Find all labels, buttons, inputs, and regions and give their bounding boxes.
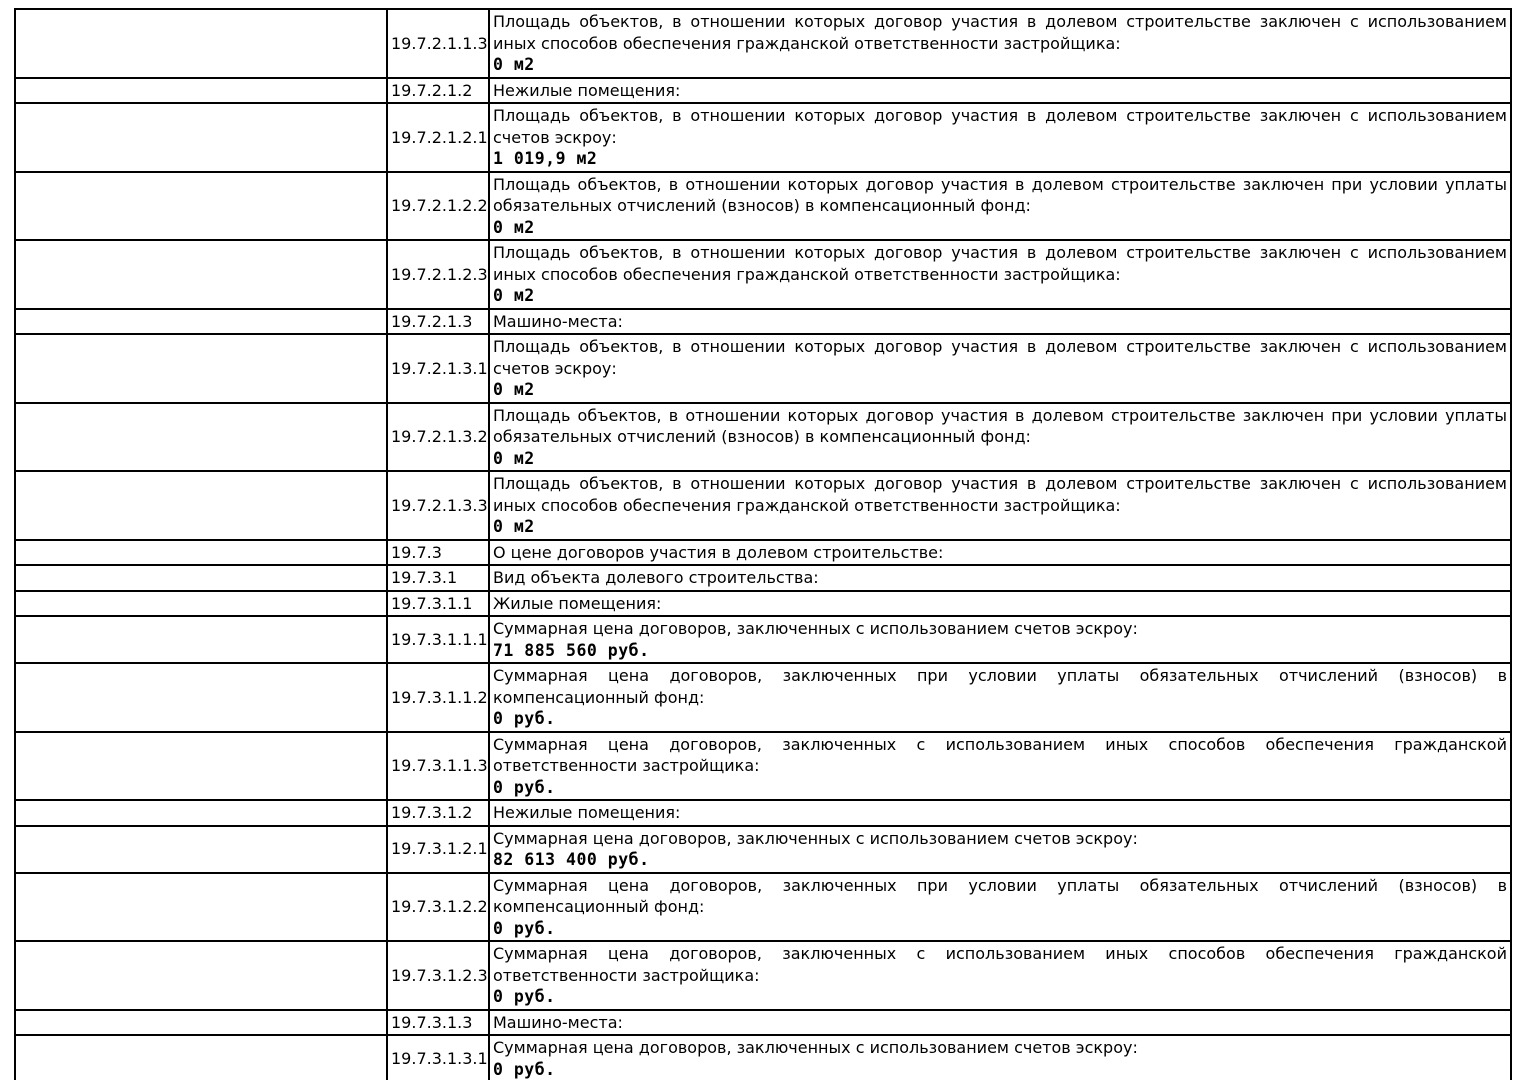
- empty-cell: [15, 591, 387, 617]
- table-row: [15, 471, 1511, 540]
- content-cell: [489, 1035, 1511, 1080]
- content-cell: [489, 591, 1511, 617]
- content-cell: [489, 334, 1511, 403]
- empty-cell: [15, 873, 387, 942]
- code-cell: 19.7.2.1.2.3: [387, 240, 489, 309]
- row-value: 82 613 400 руб.: [493, 850, 650, 869]
- empty-cell: [15, 732, 387, 801]
- row-value: 0 руб.: [493, 1059, 556, 1079]
- content-cell: [489, 471, 1511, 540]
- row-label: Машино-места:: [493, 1012, 623, 1032]
- table-row: [15, 565, 1511, 591]
- content-cell: [489, 663, 1511, 732]
- row-label: Машино-места:: [493, 311, 623, 331]
- code-cell: 19.7.3.1.2.2: [387, 873, 489, 942]
- empty-cell: [15, 941, 387, 1010]
- content-cell: [489, 172, 1511, 241]
- empty-cell: [15, 240, 387, 309]
- row-label: Суммарная цена договоров, заключенных с использованием иных способов обеспечения гражданской ответственности застройщика:: [493, 944, 1507, 985]
- content-cell: [489, 826, 1511, 873]
- row-label: Площадь объектов, в отношении которых договор участия в долевом строительстве заключен при условии уплаты обязательных отчислений (взносов) в компенсационный фонд:: [493, 405, 1507, 446]
- empty-cell: [15, 616, 387, 663]
- row-value: 0 руб.: [493, 918, 556, 938]
- code-cell: 19.7.3.1.1.3: [387, 732, 489, 801]
- code-cell: 19.7.2.1.2.1: [387, 103, 489, 172]
- empty-cell: [15, 78, 387, 104]
- content-cell: [489, 732, 1511, 801]
- row-label: Жилые помещения:: [493, 593, 662, 613]
- table-row: [15, 663, 1511, 732]
- table-row: [15, 732, 1511, 801]
- table-row: [15, 309, 1511, 335]
- table-row: [15, 78, 1511, 104]
- row-label: Площадь объектов, в отношении которых договор участия в долевом строительстве заключен с использованием иных способов обеспечения гражданской ответственности застройщика:: [493, 243, 1507, 284]
- row-value: 0 м2: [493, 448, 535, 468]
- row-value: 0 руб.: [493, 709, 556, 728]
- row-label: О цене договоров участия в долевом строительстве:: [493, 542, 944, 562]
- row-value: 0 м2: [493, 286, 535, 305]
- empty-cell: [15, 800, 387, 826]
- row-value: 0 м2: [493, 517, 535, 536]
- row-label: Суммарная цена договоров, заключенных при условии уплаты обязательных отчислений (взносов) в компенсационный фонд:: [493, 875, 1507, 916]
- row-label: Суммарная цена договоров, заключенных с использованием счетов эскроу:: [493, 1038, 1138, 1057]
- table-row: [15, 800, 1511, 826]
- table-row: [15, 616, 1511, 663]
- code-cell: 19.7.2.1.3.2: [387, 403, 489, 472]
- code-cell: 19.7.3.1.3: [387, 1010, 489, 1036]
- code-cell: 19.7.2.1.1.3: [387, 9, 489, 78]
- row-label: Суммарная цена договоров, заключенных с использованием счетов эскроу:: [493, 619, 1138, 638]
- row-label: Нежилые помещения:: [493, 80, 681, 100]
- table-row: [15, 9, 1511, 78]
- content-cell: [489, 403, 1511, 472]
- empty-cell: [15, 309, 387, 335]
- table-row: [15, 941, 1511, 1010]
- row-label: Площадь объектов, в отношении которых договор участия в долевом строительстве заключен с использованием счетов эскроу:: [493, 106, 1507, 147]
- row-value: 1 019,9 м2: [493, 149, 598, 168]
- code-cell: 19.7.3.1.1: [387, 591, 489, 617]
- row-label: Вид объекта долевого строительства:: [493, 568, 819, 587]
- disclosure-table: [14, 8, 1512, 1080]
- table-row: [15, 1035, 1511, 1080]
- table-body: [15, 9, 1511, 1080]
- code-cell: 19.7.3.1.2.3: [387, 941, 489, 1010]
- empty-cell: [15, 1010, 387, 1036]
- table-row: [15, 334, 1511, 403]
- table-row: [15, 403, 1511, 472]
- code-cell: 19.7.3.1.1.1: [387, 616, 489, 663]
- row-label: Площадь объектов, в отношении которых договор участия в долевом строительстве заключен с использованием счетов эскроу:: [493, 337, 1507, 378]
- empty-cell: [15, 103, 387, 172]
- row-value: 0 м2: [493, 55, 535, 74]
- content-cell: [489, 565, 1511, 591]
- content-cell: [489, 1010, 1511, 1036]
- row-value: 0 руб.: [493, 777, 556, 797]
- content-cell: [489, 800, 1511, 826]
- code-cell: 19.7.3.1.1.2: [387, 663, 489, 732]
- table-row: [15, 240, 1511, 309]
- row-label: Суммарная цена договоров, заключенных с использованием иных способов обеспечения гражданской ответственности застройщика:: [493, 734, 1507, 775]
- row-value: 0 руб.: [493, 987, 556, 1006]
- row-label: Площадь объектов, в отношении которых договор участия в долевом строительстве заключен при условии уплаты обязательных отчислений (взносов) в компенсационный фонд:: [493, 174, 1507, 215]
- empty-cell: [15, 826, 387, 873]
- empty-cell: [15, 663, 387, 732]
- table-row: [15, 540, 1511, 566]
- content-cell: [489, 616, 1511, 663]
- empty-cell: [15, 403, 387, 472]
- code-cell: 19.7.3.1.2.1: [387, 826, 489, 873]
- empty-cell: [15, 334, 387, 403]
- empty-cell: [15, 565, 387, 591]
- row-value: 0 м2: [493, 217, 535, 237]
- code-cell: 19.7.3.1.3.1: [387, 1035, 489, 1080]
- row-value: 71 885 560 руб.: [493, 640, 650, 660]
- content-cell: [489, 873, 1511, 942]
- table-row: [15, 172, 1511, 241]
- code-cell: 19.7.3.1: [387, 565, 489, 591]
- code-cell: 19.7.2.1.3.1: [387, 334, 489, 403]
- table-row: [15, 591, 1511, 617]
- content-cell: [489, 941, 1511, 1010]
- empty-cell: [15, 540, 387, 566]
- content-cell: [489, 309, 1511, 335]
- row-value: 0 м2: [493, 380, 535, 399]
- row-label: Нежилые помещения:: [493, 803, 681, 822]
- code-cell: 19.7.3.1.2: [387, 800, 489, 826]
- code-cell: 19.7.2.1.3: [387, 309, 489, 335]
- empty-cell: [15, 1035, 387, 1080]
- row-label: Площадь объектов, в отношении которых договор участия в долевом строительстве заключен с использованием иных способов обеспечения гражданской ответственности застройщика:: [493, 12, 1507, 53]
- table-row: [15, 1010, 1511, 1036]
- code-cell: 19.7.2.1.2.2: [387, 172, 489, 241]
- row-label: Суммарная цена договоров, заключенных с использованием счетов эскроу:: [493, 828, 1138, 848]
- row-label: Площадь объектов, в отношении которых договор участия в долевом строительстве заключен с использованием иных способов обеспечения гражданской ответственности застройщика:: [493, 474, 1507, 515]
- content-cell: [489, 240, 1511, 309]
- code-cell: 19.7.2.1.2: [387, 78, 489, 104]
- table-row: [15, 873, 1511, 942]
- content-cell: [489, 9, 1511, 78]
- content-cell: [489, 78, 1511, 104]
- row-label: Суммарная цена договоров, заключенных при условии уплаты обязательных отчислений (взносов) в компенсационный фонд:: [493, 666, 1507, 707]
- table-row: [15, 103, 1511, 172]
- empty-cell: [15, 172, 387, 241]
- code-cell: 19.7.2.1.3.3: [387, 471, 489, 540]
- content-cell: [489, 540, 1511, 566]
- content-cell: [489, 103, 1511, 172]
- empty-cell: [15, 471, 387, 540]
- table-row: [15, 826, 1511, 873]
- code-cell: 19.7.3: [387, 540, 489, 566]
- empty-cell: [15, 9, 387, 78]
